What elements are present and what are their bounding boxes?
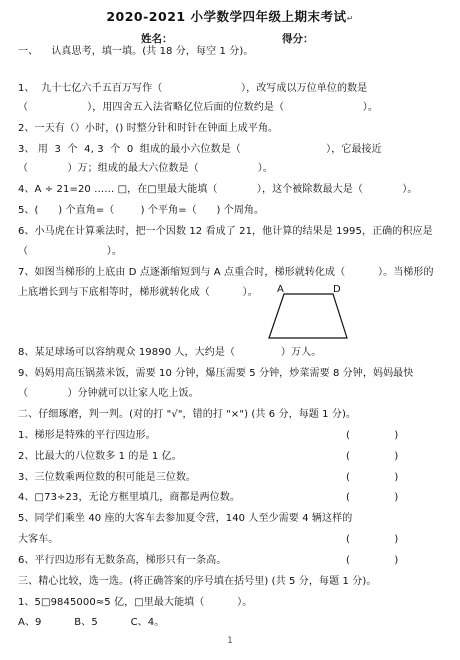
section-2-heading: 二、仔细琢磨，判一判。(对的打 "√"，错的打 "×") (共 6 分，每题 1 分)。 (18, 409, 357, 420)
question-1-line-1: 1、 九十七亿六千五百万写作（ ），改写成以万位单位的数是 (18, 83, 368, 94)
trapezoid-figure (263, 286, 353, 346)
section-3-heading: 三、精心比较，选一选。(将正确答案的序号填在括号里) (共 5 分，每题 1 分)。 (18, 576, 377, 587)
judge-6: 6、平行四边形有无数条高，梯形只有一条高。 (18, 555, 227, 566)
paragraph-mark: ↵ (346, 14, 354, 23)
judge-4: 4、□73÷23，无论方框里填几，商都是两位数。 (18, 492, 241, 503)
name-label: 姓名： (141, 33, 173, 45)
choice-1-options: A、9 B、5 C、4。 (18, 617, 165, 628)
question-1-line-2: （ ），用四舍五入法省略亿位后面的位数约是（ ）。 (18, 102, 379, 113)
label-d: D (333, 284, 341, 295)
question-5: 5、( ) 个直角=（ ) 个平角=（ ) 个周角。 (18, 205, 265, 216)
question-7-line-2: 上底增长到与下底相等时，梯形就转化成（ ）。 (18, 287, 258, 298)
judge-6-answer[interactable]: ( ) (346, 555, 399, 566)
judge-5-answer[interactable]: ( ) (346, 534, 399, 545)
question-8: 8、某足球场可以容纳观众 19890 人，大约是（ ）万人。 (18, 347, 322, 358)
question-6-line-2: （ ）。 (18, 246, 122, 257)
judge-5-line-2: 大客车。 (18, 534, 59, 545)
judge-4-answer[interactable]: ( ) (346, 492, 399, 503)
section-1-heading: 一、 认真思考，填一填。(共 18 分，每空 1 分)。 (18, 46, 254, 57)
judge-2-answer[interactable]: ( ) (346, 451, 399, 462)
judge-3-answer[interactable]: ( ) (346, 472, 399, 483)
judge-3: 3、三位数乘两位数的积可能是三位数。 (18, 472, 197, 483)
page-title (0, 9, 460, 27)
question-3-line-2: （ ）万；组成的最大六位数是（ ）。 (18, 163, 273, 174)
choice-1: 1、5□9845000≈5 亿，□里最大能填（ ）。 (18, 597, 253, 608)
score-label: 得分： (282, 33, 314, 45)
question-9-line-1: 9、妈妈用高压锅蒸米饭，需要 10 分钟，爆压需要 5 分钟，炒菜需要 8 分钟，妈妈最快 (18, 368, 414, 379)
judge-1-answer[interactable]: ( ) (346, 430, 399, 441)
judge-1: 1、梯形是特殊的平行四边形。 (18, 430, 156, 441)
question-3-line-1: 3、 用 3 个 4, 3 个 0 组成的最小六位数是（ ），它最接近 (18, 144, 382, 155)
question-7-line-1: 7、如图当梯形的上底由 D 点逐渐缩短到与 A 点重合时，梯形就转化成（ ）。当梯形的 (18, 267, 434, 278)
question-2: 2、一天有（）小时，() 时整分针和时针在钟面上成平角。 (18, 123, 279, 134)
page-number: 1 (227, 636, 233, 646)
question-4: 4、A ÷ 21=20 …… □，在□里最大能填（ ），这个被除数最大是（ ）。 (18, 184, 418, 195)
label-a: A (277, 284, 284, 295)
judge-2: 2、比最大的八位数多 1 的是 1 亿。 (18, 451, 182, 462)
title-text: 2020-2021 小学数学四年级上期末考试 (106, 9, 347, 24)
question-9-line-2: （ ）分钟就可以让家人吃上饭。 (18, 388, 199, 399)
question-6-line-1: 6、小马虎在计算乘法时，把一个因数 12 看成了 21，他计算的结果是 1995，正确的积应是 (18, 226, 433, 237)
judge-5-line-1: 5、同学们乘坐 40 座的大客车去参加夏令营，140 人至少需要 4 辆这样的 (18, 513, 353, 524)
